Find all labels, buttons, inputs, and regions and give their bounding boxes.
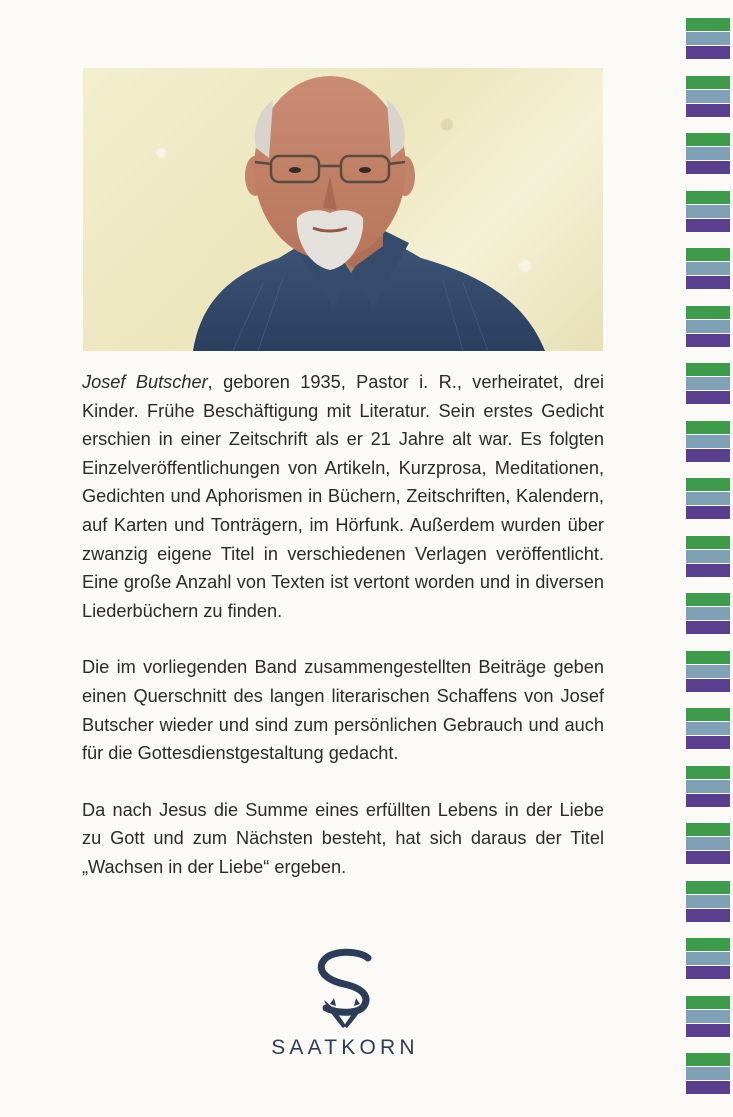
stripe-segment (686, 306, 730, 319)
stripe-segment (686, 564, 730, 577)
stripe-segment (686, 952, 730, 965)
stripe-segment (686, 679, 730, 692)
stripe-segment (686, 823, 730, 836)
author-portrait-illustration (83, 68, 603, 351)
author-name: Josef Butscher (82, 372, 208, 392)
stripe-segment (686, 506, 730, 519)
stripe-segment (686, 536, 730, 549)
stripe-segment (686, 219, 730, 232)
stripe-segment (686, 780, 730, 793)
stripe-segment (686, 996, 730, 1009)
stripe-segment (686, 938, 730, 951)
stripe-segment (686, 1010, 730, 1023)
stripe-segment (686, 1024, 730, 1037)
stripe-segment (686, 262, 730, 275)
stripe-segment (686, 363, 730, 376)
stripe-segment (686, 76, 730, 89)
stripe-segment (686, 837, 730, 850)
stripe-segment (686, 966, 730, 979)
stripe-segment (686, 621, 730, 634)
stripe-segment (686, 46, 730, 59)
stripe-segment (686, 421, 730, 434)
stripe-segment (686, 736, 730, 749)
bio-paragraph-2: Die im vorliegenden Band zusammengestellten Beiträge geben einen Querschnitt des langen literarischen Schaffens von Josef Butscher wieder und sind zum persönlichen Gebrauch und auch für die Gottesdienstgestaltung gedacht. (82, 657, 604, 764)
stripe-segment (686, 1067, 730, 1080)
stripe-segment (686, 851, 730, 864)
stripe-segment (686, 607, 730, 620)
stripe-segment (686, 492, 730, 505)
stripe-segment (686, 722, 730, 735)
stripe-segment (686, 90, 730, 103)
stripe-segment (686, 32, 730, 45)
saatkorn-s-wheat-logo-icon (310, 948, 380, 1030)
stripe-segment (686, 708, 730, 721)
stripe-segment (686, 391, 730, 404)
stripe-segment (686, 478, 730, 491)
stripe-segment (686, 191, 730, 204)
stripe-segment (686, 161, 730, 174)
stripe-segment (686, 895, 730, 908)
author-biography (82, 368, 604, 882)
publisher-name: SAATKORN (271, 1036, 419, 1059)
publisher-logo (250, 948, 440, 1068)
stripe-segment (686, 794, 730, 807)
stripe-segment (686, 550, 730, 563)
bio-paragraph-3: Da nach Jesus die Summe eines erfüllten Lebens in der Liebe zu Gott und zum Nächsten besteht, hat sich daraus der Titel „Wachsen in der Liebe“ ergeben. (82, 799, 604, 877)
stripe-segment (686, 881, 730, 894)
stripe-segment (686, 435, 730, 448)
stripe-segment (686, 334, 730, 347)
stripe-segment (686, 133, 730, 146)
stripe-segment (686, 104, 730, 117)
stripe-segment (686, 1053, 730, 1066)
stripe-segment (686, 377, 730, 390)
author-photo (83, 68, 603, 351)
stripe-segment (686, 320, 730, 333)
stripe-segment (686, 205, 730, 218)
decorative-stripe-band (686, 0, 733, 1117)
bio-paragraph-1 (82, 368, 604, 625)
stripe-segment (686, 665, 730, 678)
stripe-segment (686, 651, 730, 664)
stripe-segment (686, 248, 730, 261)
stripe-segment (686, 276, 730, 289)
stripe-segment (686, 1081, 730, 1094)
stripe-segment (686, 909, 730, 922)
stripe-segment (686, 18, 730, 31)
stripe-segment (686, 593, 730, 606)
stripe-segment (686, 147, 730, 160)
stripe-segment (686, 766, 730, 779)
stripe-segment (686, 449, 730, 462)
bio-paragraph-1-text: , geboren 1935, Pastor i. R., verheiratet, drei Kinder. Frühe Beschäftigung mit Literatur. Sein erstes Gedicht erschien in einer Zeitschrift als er 21 Jahre alt war. Es folgten Einzelveröffentlichungen von Artikeln, Kurzprosa, Meditationen, Gedichten und Aphorismen in Büchern, Zeitschriften, Kalendern, auf Karten und Tonträgern, im Hörfunk. Außerdem wurden über zwanzig eigene Titel in verschiedenen Verlagen veröffentlicht. Eine große Anzahl von Texten ist vertont worden und in diversen Liederbüchern zu finden. (82, 372, 604, 621)
